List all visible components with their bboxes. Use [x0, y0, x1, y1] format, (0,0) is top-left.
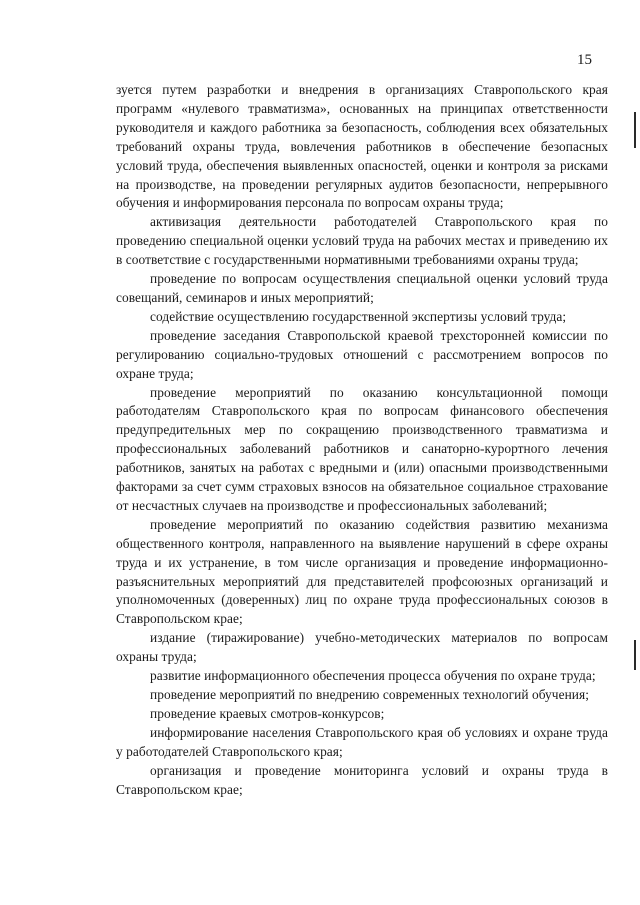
paragraph: проведение мероприятий по оказанию консультационной помощи работодателям Ставропольского края по вопросам финансового обеспечения предупредительных мер по сокращению производственного травматизма и профессиональных заболеваний работников и санаторно-курортного лечения работников, занятых на работах с вредными и (или) опасными производственными факторами за счет сумм страховых взносов на обязательное социальное страхование от несчастных случаев на производстве и профессиональных заболеваний; — [116, 384, 608, 513]
paragraph: проведение по вопросам осуществления специальной оценки условий труда совещаний, семинаров и иных мероприятий; — [116, 271, 608, 305]
paragraph: развитие информационного обеспечения процесса обучения по охране труда; — [150, 668, 596, 684]
paragraph: информирование населения Ставропольского края об условиях и охране труда у работодателей Ставропольского края; — [116, 724, 608, 759]
page-number: 15 — [577, 52, 592, 68]
scan-edge-mark — [634, 640, 636, 670]
paragraph: проведение заседания Ставропольской краевой трехсторонней комиссии по регулированию социально-трудовых отношений с рассмотрением вопросов по охране труда; — [116, 327, 608, 381]
scan-edge-mark — [634, 112, 636, 148]
paragraph: зуется путем разработки и внедрения в организациях Ставропольского края программ «нулевого травматизма», основанных на принципах ответственности руководителя и каждого работника за безопасность, соблюдения всех обязательных требований охраны труда, вовлечения работников в обеспечение безопасных условий труда, обеспечения выявленных опасностей, оценки и контроля за рисками на производстве, на проведении регулярных аудитов безопасности, непрерывного обучения и информирования персонала по вопросам охраны труда; — [116, 82, 608, 211]
paragraph: проведение мероприятий по внедрению современных технологий обучения; — [150, 687, 589, 702]
document-body — [116, 81, 608, 799]
paragraph: проведение мероприятий по оказанию содействия развитию механизма общественного контроля, направленного на выявление нарушений в сфере охраны труда и их устранение, в том числе организация и проведение информационно-разъяснительных мероприятий для представителей профсоюзных организаций и уполномоченных (доверенных) лиц по охране труда профессиональных союзов в Ставропольском крае; — [116, 516, 608, 627]
paragraph: содействие осуществлению государственной экспертизы условий труда; — [150, 308, 567, 324]
paragraph: активизация деятельности работодателей Ставропольского края по проведению специальной оценки условий труда на рабочих местах и приведению их в соответствие с государственными нормативными требованиями охраны труда; — [116, 214, 608, 268]
paragraph: издание (тиражирование) учебно-методических материалов по вопросам охраны труда; — [116, 630, 608, 665]
paragraph: организация и проведение мониторинга условий и охраны труда в Ставропольском крае; — [116, 762, 608, 797]
paragraph: проведение краевых смотров-конкурсов; — [150, 705, 385, 721]
